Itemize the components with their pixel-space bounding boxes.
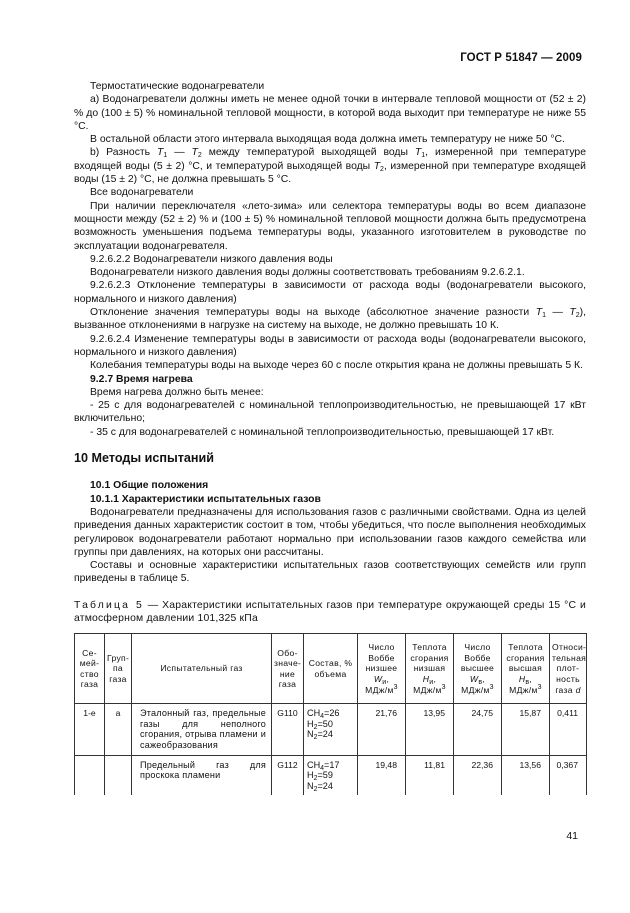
cell-heat-low: 11,81 xyxy=(406,755,454,795)
paragraph: b) Разность $T_1$ — $T_2$ между температурой выходящей воды $T_1$, измеренной при температуре входящей воды (5 ± 2) °С, и температурой выходящей воды $T_2$, измеренной при температуре входящей воды (15 ± 2) °С, не должна превышать 5 °С. xyxy=(74,147,586,186)
paragraph: Водонагреватели предназначены для использования газов с различными свойствами. Одна из целей приведения данных характеристик состоит в том, чтобы убедиться, что после выполнения необходимых регулировок водонагреватели работают нормально при использовании газов каждого семейства или группы при давлениях, на которых они рассчитаны. xyxy=(74,506,586,558)
col-header-group: Груп-па газа xyxy=(105,634,132,704)
paragraph: Отклонение значения температуры воды на выходе (абсолютное значение разности $T_1$ — $T_2$), вызванное отклонениями в нагрузке на систему на выходе, не должно превышать 10 К. xyxy=(74,307,586,332)
test-gases-table xyxy=(74,633,587,795)
paragraph: Составы и основные характеристики испытательных газов соответствующих семейств или групп приведены в таблице 5. xyxy=(74,560,586,585)
cell-wobbe-high: 24,75 xyxy=(454,704,502,755)
table-row xyxy=(75,704,587,755)
subsection-heading: 9.2.6.2.3 Отклонение температуры в зависимости от расхода воды (водонагреватели высокого, нормального и низкого давления) xyxy=(74,280,586,305)
paragraph: Водонагреватели низкого давления воды должны соответствовать требованиям 9.2.6.2.1. xyxy=(90,267,525,279)
cell-group xyxy=(105,755,132,795)
list-item: - 35 с для водонагревателей с номинальной теплопроизводительностью, превышающей 17 кВт. xyxy=(90,426,555,438)
col-header-designation: Обо-значе-ние газа xyxy=(272,634,304,704)
paragraph: Время нагрева должно быть менее: xyxy=(90,386,264,398)
section-title: 10 Методы испытаний xyxy=(74,451,214,466)
cell-density: 0,367 xyxy=(550,755,587,795)
col-header-wobbe-low: Число Воббе низшее $W_и$, МДж/$м^3$ xyxy=(358,634,406,704)
cell-wobbe-low: 21,76 xyxy=(358,704,406,755)
table-row xyxy=(75,755,587,795)
cell-gas: Эталонный газ, предельные газы для неполного сгорания, отрыва пламени и сажеобразования xyxy=(132,704,272,755)
cell-heat-high: 15,87 xyxy=(502,704,550,755)
page-body xyxy=(74,80,586,795)
document-header: ГОСТ Р 51847 — 2009 xyxy=(460,52,582,64)
col-header-density: Относи-тельная плот-ность газа d xyxy=(550,634,587,704)
subsection-heading: 10.1 Общие положения xyxy=(90,480,209,492)
table-header-row xyxy=(75,634,587,704)
cell-density: 0,411 xyxy=(550,704,587,755)
col-header-family: Се-мей-ство газа xyxy=(75,634,105,704)
paragraph: а) Водонагреватели должны иметь не менее одной точки в интервале тепловой мощности от (52 ± 2) % до (100 ± 5) % номинальной тепловой мощности, в которой вода выходит при температуре не ниже 55 °С. xyxy=(74,94,586,132)
col-header-wobbe-high: Число Воббе высшее $W_в$, МДж/$м^3$ xyxy=(454,634,502,704)
subsection-heading: 10.1.1 Характеристики испытательных газов xyxy=(90,493,321,505)
cell-heat-low: 13,95 xyxy=(406,704,454,755)
list-item: - 25 с для водонагревателей с номинальной теплопроизводительностью, не превышающей 17 кВт включительно; xyxy=(74,400,586,425)
paragraph: Колебания температуры воды на выходе через 60 с после открытия крана не должны превышать 5 К. xyxy=(90,360,583,372)
cell-wobbe-low: 19,48 xyxy=(358,755,406,795)
cell-designation: G110 xyxy=(272,704,304,755)
cell-composition: $CH_4=26$ $H_2=50$ $N_2=24$ xyxy=(304,704,358,755)
col-header-heat-high: Теплота сгорания высшая $H_в$, МДж/$м^3$ xyxy=(502,634,550,704)
cell-composition: $CH_4=17$ $H_2=59$ $N_2=24$ xyxy=(304,755,358,795)
paragraph: Термостатические водонагреватели xyxy=(90,81,265,92)
cell-gas: Предельный газ для проскока пламени xyxy=(132,755,272,795)
col-header-composition: Состав, % объема xyxy=(304,634,358,704)
table-caption: Таблица 5 — Характеристики испытательных газов при температуре окружающей среды 15 °С и атмосферном давлении 101,325 кПа xyxy=(74,599,586,624)
paragraph: При наличии переключателя «лето-зима» или селектора температуры воды во всем диапазоне мощности между (52 ± 2) % и (100 ± 5) % номинальной тепловой мощности должна быть предусмотрена возможность уменьшения подъема температуры воды, указанного изготовителем в руководстве по эксплуатации водонагревателя. xyxy=(74,200,586,252)
paragraph: В остальной области этого интервала выходящая вода должна иметь температуру не ниже 50 °С. xyxy=(90,134,565,146)
cell-heat-high: 13,56 xyxy=(502,755,550,795)
col-header-heat-low: Теплота сгорания низшая $H_и$, МДж/$м^3$ xyxy=(406,634,454,704)
cell-wobbe-high: 22,36 xyxy=(454,755,502,795)
subsection-heading: 9.2.6.2.2 Водонагреватели низкого давления воды xyxy=(90,253,333,265)
cell-designation: G112 xyxy=(272,755,304,795)
paragraph: Все водонагреватели xyxy=(90,187,194,199)
cell-family: 1-е xyxy=(75,704,105,755)
cell-family xyxy=(75,755,105,795)
col-header-gas: Испытательный газ xyxy=(132,634,272,704)
page-number: 41 xyxy=(566,830,578,842)
subsection-heading: 9.2.6.2.4 Изменение температуры воды в зависимости от расхода воды (водонагреватели высокого, нормального и низкого давления) xyxy=(74,333,586,358)
subsection-heading: 9.2.7 Время нагрева xyxy=(90,373,193,385)
cell-group: a xyxy=(105,704,132,755)
